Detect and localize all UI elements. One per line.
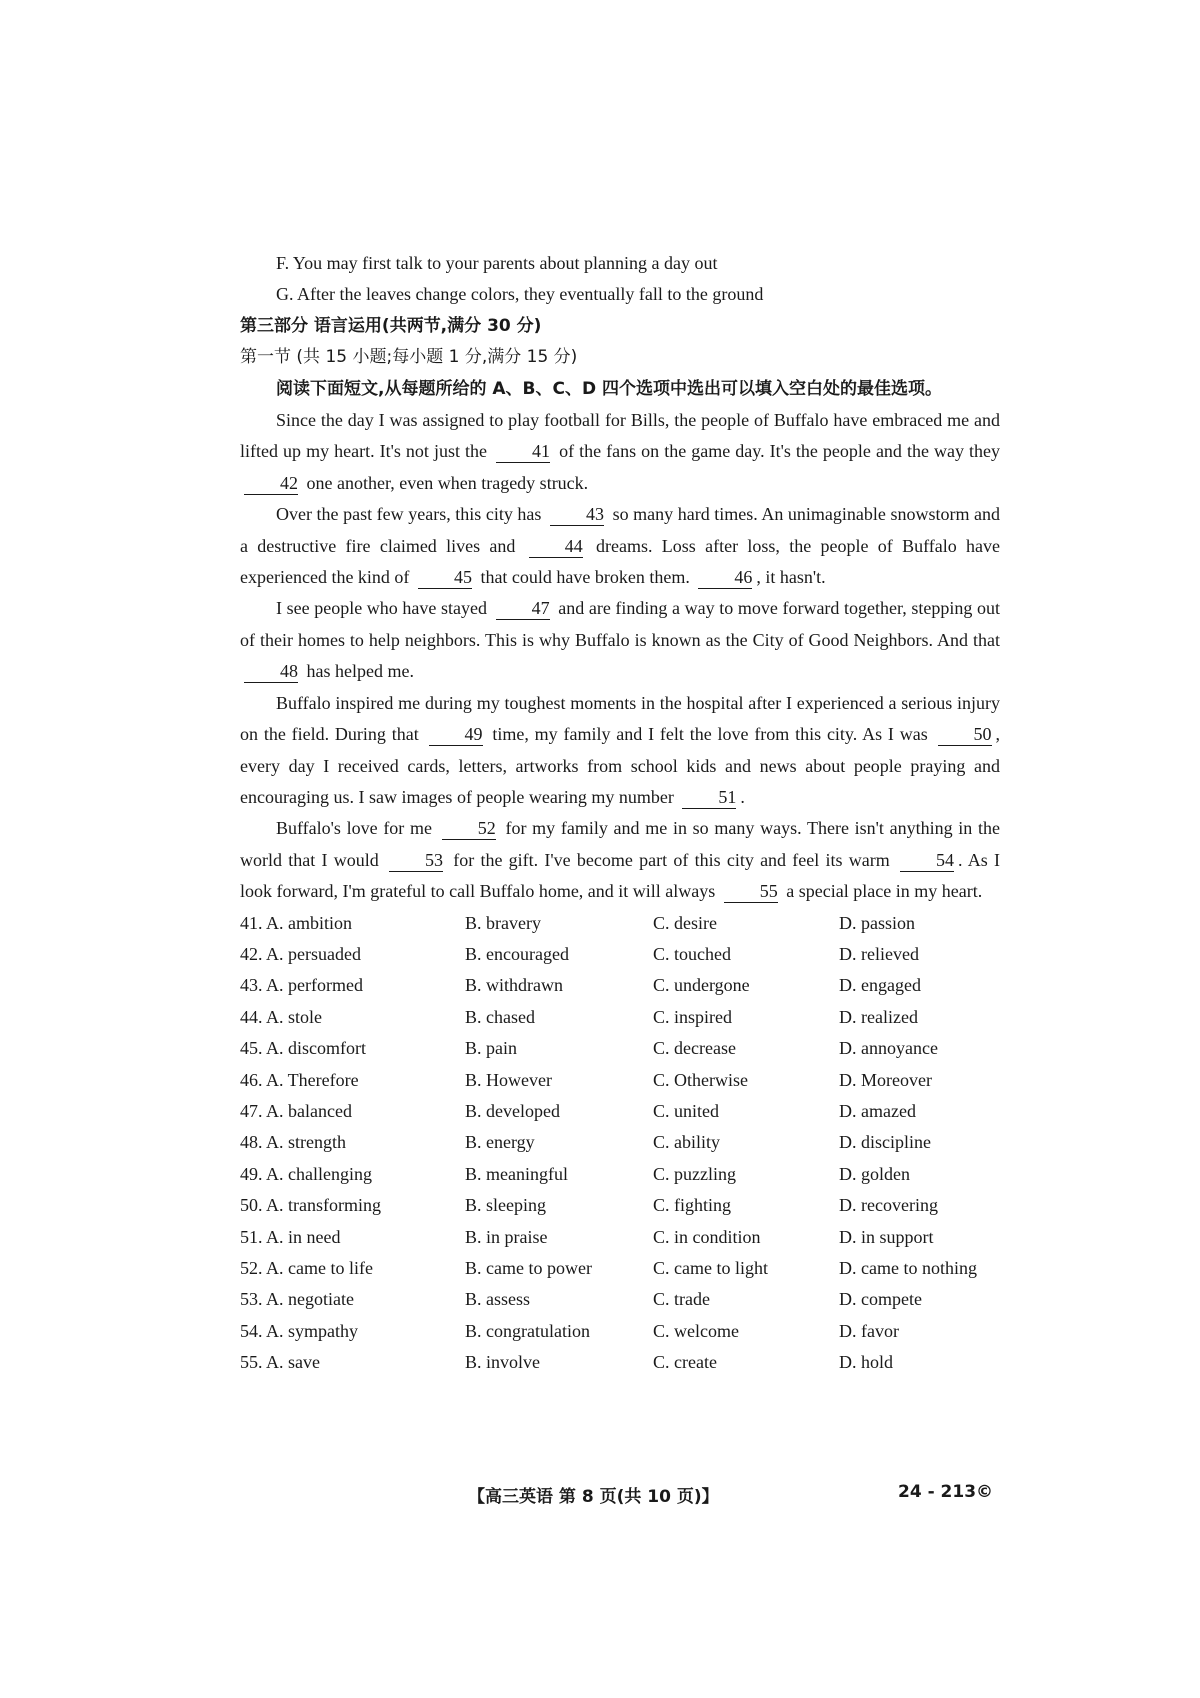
option-choice-c: C. touched	[653, 943, 731, 964]
option-choice-a: 50. A. transforming	[240, 1195, 381, 1216]
option-choice-c: C. puzzling	[653, 1163, 736, 1184]
option-choice-c: C. ability	[653, 1132, 720, 1153]
blank-44: 44	[529, 535, 583, 558]
option-choice-c: C. desire	[653, 912, 717, 933]
blank-53: 53	[389, 849, 443, 872]
option-row	[240, 1127, 1000, 1158]
blank-50: 50	[938, 723, 992, 746]
option-choice-b: B. involve	[465, 1352, 540, 1373]
passage-text: time, my family and I felt the love from this city. As I was	[492, 724, 928, 745]
passage-text: a special place in my heart.	[786, 881, 983, 902]
option-choice-d: D. hold	[839, 1352, 893, 1373]
option-g: G. After the leaves change colors, they eventually fall to the ground	[276, 284, 764, 305]
option-choice-d: D. Moreover	[839, 1069, 932, 1090]
option-choice-b: B. assess	[465, 1289, 531, 1310]
passage-paragraph-4	[240, 688, 1000, 814]
option-choice-a: 45. A. discomfort	[240, 1038, 366, 1059]
option-choice-a: 49. A. challenging	[240, 1163, 372, 1184]
blank-49: 49	[429, 723, 483, 746]
passage-text: that could have broken them.	[480, 567, 690, 588]
option-choice-d: D. annoyance	[839, 1038, 938, 1059]
option-choice-b: B. sleeping	[465, 1195, 546, 1216]
option-choice-d: D. relieved	[839, 943, 919, 964]
blank-45: 45	[418, 566, 472, 589]
option-choice-c: C. decrease	[653, 1038, 736, 1059]
section1-heading: 第一节 (共 15 小题;每小题 1 分,满分 15 分)	[240, 347, 578, 368]
passage-text: and are finding a way to move forward together, stepping out of their homes to help neighbors. This is why Buffalo is known as the City of Good Neighbors. And that	[240, 598, 1001, 650]
page-content	[240, 248, 1000, 1379]
option-choice-a: 46. A. Therefore	[240, 1069, 359, 1090]
option-row	[240, 1222, 1000, 1253]
option-row	[240, 1065, 1000, 1096]
passage-text: has helped me.	[306, 661, 414, 682]
passage-text: of the fans on the game day. It's the people and the way they	[559, 441, 1001, 462]
passage-text: dreams. Loss after loss, the people of Buffalo have experienced the kind of	[240, 535, 1001, 588]
option-row	[240, 970, 1000, 1001]
passage-paragraph-3	[240, 593, 1000, 687]
option-choice-b: B. meaningful	[465, 1163, 568, 1184]
option-choice-c: C. united	[653, 1100, 719, 1121]
option-choice-b: B. chased	[465, 1006, 535, 1027]
option-choice-b: B. encouraged	[465, 943, 569, 964]
option-choice-c: C. undergone	[653, 975, 750, 996]
options-list	[240, 908, 1000, 1379]
option-choice-b: B. energy	[465, 1132, 535, 1153]
option-choice-d: D. recovering	[839, 1195, 938, 1216]
blank-47: 47	[496, 597, 550, 620]
option-choice-d: D. amazed	[839, 1100, 916, 1121]
passage-paragraph-5	[240, 813, 1000, 907]
option-choice-a: 44. A. stole	[240, 1006, 323, 1027]
passage-text: .	[740, 786, 745, 807]
option-choice-b: B. withdrawn	[465, 975, 563, 996]
passage-paragraph-1	[240, 405, 1000, 499]
option-row	[240, 939, 1000, 970]
option-choice-d: D. came to nothing	[839, 1258, 977, 1278]
option-choice-a: 55. A. save	[240, 1352, 320, 1373]
option-choice-a: 51. A. in need	[240, 1226, 341, 1247]
passage-text: , it hasn't.	[756, 567, 826, 588]
option-choice-a: 48. A. strength	[240, 1132, 346, 1153]
option-choice-a: 54. A. sympathy	[240, 1320, 359, 1341]
option-choice-b: B. pain	[465, 1038, 517, 1059]
passage-text: Since the day I was assigned to play football for Bills, the people of Buffalo have embraced me and lifted up my heart. It's not just the	[240, 410, 1000, 462]
option-choice-d: D. realized	[839, 1006, 918, 1027]
passage-text: one another, even when tragedy struck.	[306, 472, 589, 493]
part3-heading: 第三部分 语言运用(共两节,满分 30 分)	[240, 315, 542, 336]
option-choice-b: B. bravery	[465, 912, 541, 933]
option-row	[240, 1347, 1000, 1378]
passage-text: I see people who have stayed	[276, 598, 487, 619]
option-choice-c: C. welcome	[653, 1320, 739, 1341]
option-choice-c: C. inspired	[653, 1006, 732, 1027]
passage-text: , every day I received cards, letters, artworks from school kids and news about people praying and encouraging us. I saw images of people wearing my number	[240, 724, 1001, 807]
option-choice-a: 42. A. persuaded	[240, 943, 361, 964]
option-choice-d: D. golden	[839, 1163, 910, 1184]
exam-code: 24 - 213©	[898, 1482, 994, 1502]
option-choice-d: D. discipline	[839, 1132, 931, 1153]
blank-52: 52	[442, 817, 496, 840]
option-choice-c: C. trade	[653, 1289, 710, 1310]
passage-text: Over the past few years, this city has	[276, 504, 542, 525]
blank-43: 43	[550, 503, 604, 526]
option-choice-a: 43. A. performed	[240, 975, 363, 996]
option-row	[240, 1284, 1000, 1315]
option-row	[240, 1002, 1000, 1033]
blank-46: 46	[698, 566, 752, 589]
option-choice-a: 53. A. negotiate	[240, 1289, 354, 1310]
option-choice-c: C. in condition	[653, 1226, 761, 1247]
option-row	[240, 1096, 1000, 1127]
instruction: 阅读下面短文,从每题所给的 A、B、C、D 四个选项中选出可以填入空白处的最佳选项。	[276, 378, 942, 399]
option-choice-b: B. However	[465, 1069, 552, 1090]
option-choice-d: D. engaged	[839, 975, 921, 996]
option-row	[240, 908, 1000, 939]
passage-text: Buffalo inspired me during my toughest moments in the hospital after I experienced a serious injury on the field. During that	[240, 692, 1000, 745]
blank-42: 42	[244, 472, 298, 495]
blank-48: 48	[244, 660, 298, 683]
option-row	[240, 1316, 1000, 1347]
passage-text: for the gift. I've become part of this city and feel its warm	[453, 849, 890, 870]
option-row	[240, 1033, 1000, 1064]
option-f: F. You may first talk to your parents about planning a day out	[276, 253, 718, 273]
option-choice-b: B. congratulation	[465, 1320, 590, 1341]
option-choice-c: C. came to light	[653, 1258, 768, 1278]
page-label: 【高三英语 第 8 页(共 10 页)】	[468, 1487, 719, 1507]
option-choice-d: D. passion	[839, 912, 915, 933]
option-row	[240, 1159, 1000, 1190]
blank-55: 55	[724, 880, 778, 903]
option-choice-b: B. came to power	[465, 1258, 592, 1278]
passage-text: so many hard times. An unimaginable snowstorm and a destructive fire claimed lives and	[240, 504, 1001, 556]
option-choice-a: 41. A. ambition	[240, 912, 352, 933]
option-choice-d: D. in support	[839, 1226, 934, 1247]
option-row	[240, 1253, 1000, 1284]
option-choice-c: C. Otherwise	[653, 1069, 748, 1090]
passage-text: Buffalo's love for me	[276, 818, 433, 839]
option-choice-b: B. in praise	[465, 1226, 548, 1247]
option-choice-a: 47. A. balanced	[240, 1100, 352, 1121]
option-choice-b: B. developed	[465, 1100, 560, 1121]
option-choice-c: C. fighting	[653, 1195, 732, 1216]
option-choice-d: D. compete	[839, 1289, 922, 1310]
option-row	[240, 1190, 1000, 1221]
option-choice-d: D. favor	[839, 1320, 899, 1341]
blank-41: 41	[496, 440, 550, 463]
blank-51: 51	[682, 786, 736, 809]
blank-54: 54	[900, 849, 954, 872]
passage-paragraph-2	[240, 499, 1000, 593]
option-choice-c: C. create	[653, 1352, 717, 1373]
option-choice-a: 52. A. came to life	[240, 1258, 373, 1278]
passage-text: . As I look forward, I'm grateful to call Buffalo home, and it will always	[240, 849, 1001, 902]
passage-text: for my family and me in so many ways. There isn't anything in the world that I would	[240, 818, 1001, 870]
